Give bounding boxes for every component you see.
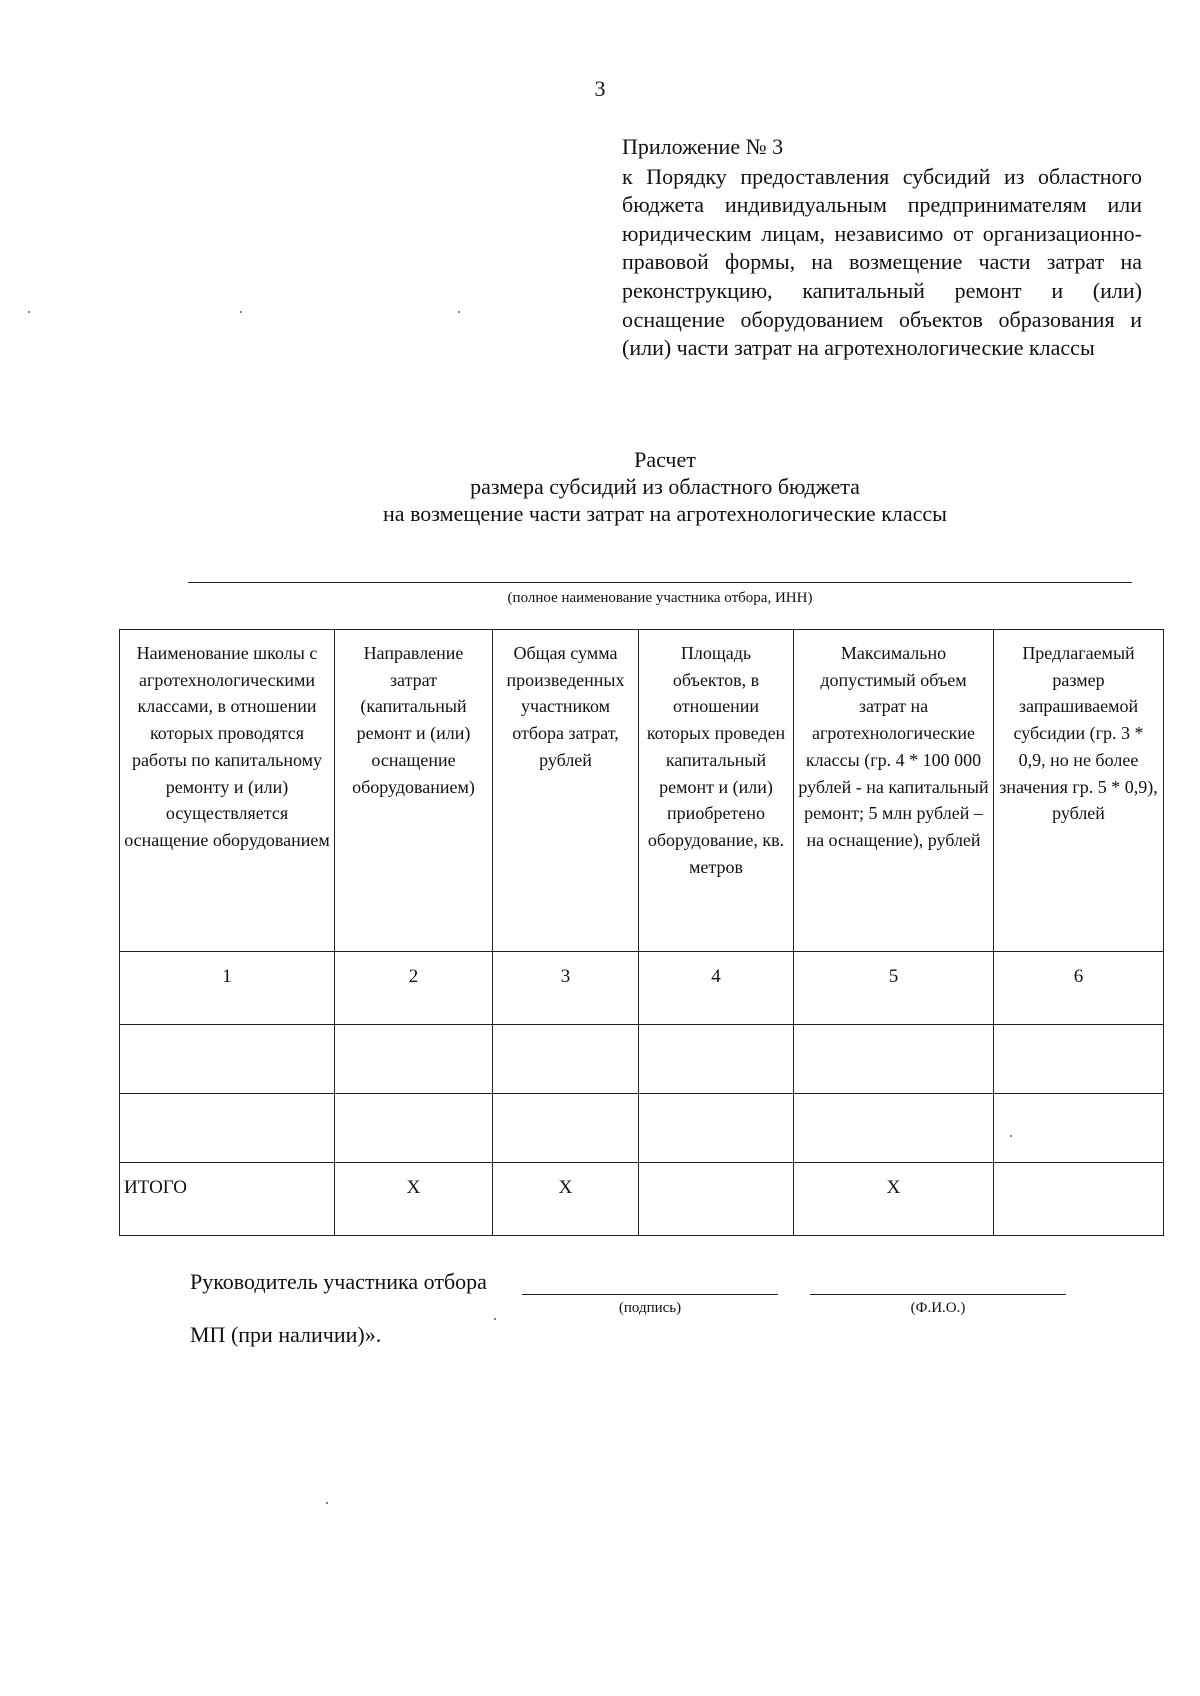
participant-name-line (188, 582, 1132, 583)
table-cell (994, 1094, 1164, 1163)
total-cell: X (493, 1163, 639, 1236)
scan-speck (494, 1318, 496, 1320)
column-numbers-row (120, 952, 1164, 1025)
header-proposed-subsidy: Предлагаемый размер запрашиваемой субсидии (гр. 3 * 0,9, но не более значения гр. 5 * 0,9), рублей (994, 630, 1164, 952)
heading-line-2: размера субсидий из областного бюджета (470, 474, 860, 499)
appendix-title: Приложение № 3 (622, 134, 784, 159)
table-row (120, 1094, 1164, 1163)
document-heading (0, 446, 1200, 527)
table-cell (120, 1025, 335, 1094)
appendix-block (622, 133, 1142, 363)
table-row (120, 1025, 1164, 1094)
fio-line (810, 1294, 1066, 1295)
column-number: 6 (994, 952, 1164, 1025)
column-number: 2 (335, 952, 493, 1025)
total-row (120, 1163, 1164, 1236)
header-max-costs: Максимально допустимый объем затрат на агротехнологические классы (гр. 4 * 100 000 рублей - на капитальный ремонт; 5 млн рублей – на оснащение), рублей (794, 630, 994, 952)
table-cell (335, 1094, 493, 1163)
table-cell (639, 1094, 794, 1163)
calculation-table (119, 629, 1164, 1236)
signer-label: Руководитель участника отбора (190, 1269, 487, 1294)
table-header-row (120, 630, 1164, 952)
column-number: 4 (639, 952, 794, 1025)
column-number: 1 (120, 952, 335, 1025)
fio-caption: (Ф.И.О.) (910, 1300, 966, 1316)
table-cell (120, 1094, 335, 1163)
table-cell (794, 1025, 994, 1094)
signature-line (522, 1294, 778, 1295)
stamp-label: МП (при наличии)». (190, 1322, 382, 1347)
header-school-name: Наименование школы с агротехнологическими классами, в отношении которых проводятся работы по капитальному ремонту и (или) осуществляется оснащение оборудованием (120, 630, 335, 952)
page-number: 3 (594, 76, 606, 101)
total-cell (639, 1163, 794, 1236)
total-cell: X (335, 1163, 493, 1236)
scan-speck (326, 1502, 328, 1504)
table-cell (493, 1025, 639, 1094)
participant-name-caption: (полное наименование участника отбора, ИНН) (507, 590, 813, 606)
column-number: 3 (493, 952, 639, 1025)
scan-speck (458, 311, 460, 313)
total-cell (994, 1163, 1164, 1236)
header-area: Площадь объектов, в отношении которых проведен капитальный ремонт и (или) приобретено оборудование, кв. метров (639, 630, 794, 952)
table-cell (639, 1025, 794, 1094)
column-number: 5 (794, 952, 994, 1025)
scan-speck (1010, 1135, 1012, 1137)
total-cell: X (794, 1163, 994, 1236)
heading-line-3: на возмещение части затрат на агротехнологические классы (383, 501, 947, 526)
heading-line-1: Расчет (634, 447, 696, 472)
scan-speck (240, 311, 242, 313)
appendix-text: к Порядку предоставления субсидий из областного бюджета индивидуальным предпринимателям или юридическим лицам, независимо от организационно-правовой формы, на возмещение части затрат на реконструкцию, капитальный ремонт и (или) оснащение оборудованием объектов образования и (или) части затрат на агротехнологические классы (622, 163, 1142, 361)
table-cell (794, 1094, 994, 1163)
header-cost-direction: Направление затрат (капитальный ремонт и (или) оснащение оборудованием) (335, 630, 493, 952)
total-label: ИТОГО (120, 1163, 335, 1236)
scan-speck (28, 311, 30, 313)
table-cell (335, 1025, 493, 1094)
signature-caption: (подпись) (618, 1300, 682, 1316)
table-cell (493, 1094, 639, 1163)
table-cell (994, 1025, 1164, 1094)
header-total-costs: Общая сумма произведенных участником отбора затрат, рублей (493, 630, 639, 952)
